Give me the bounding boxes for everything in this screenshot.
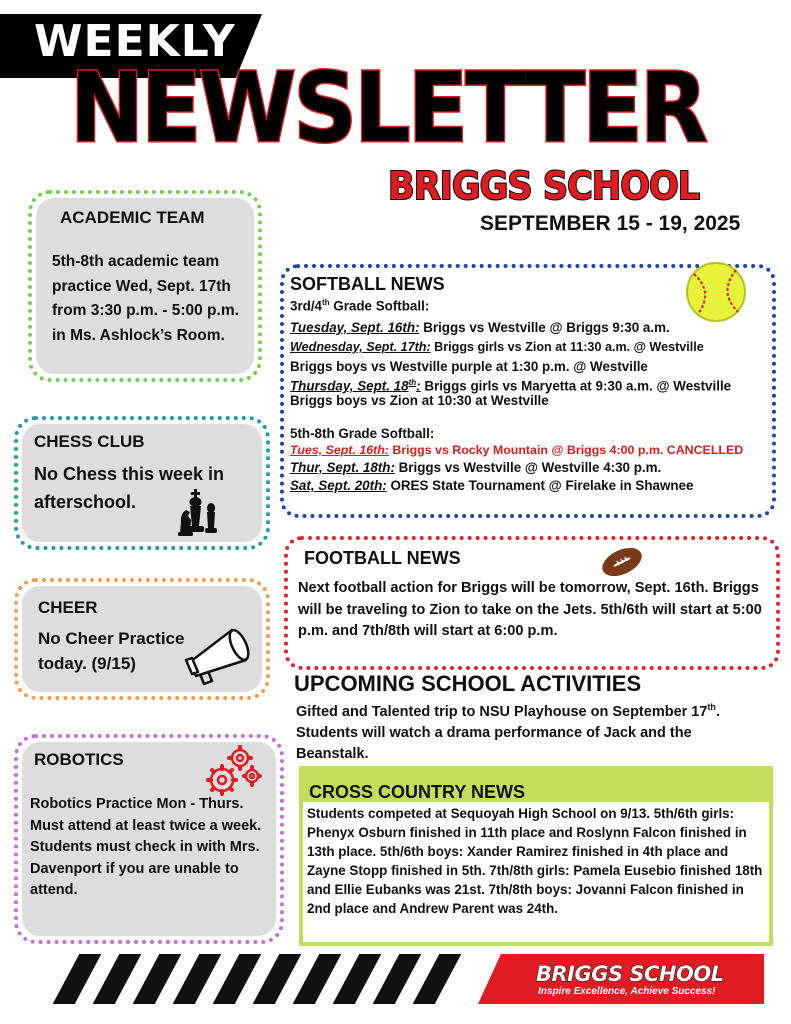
softball-game-row: Thursday, Sept. 18th: Briggs girls vs Maryetta at 9:30 a.m. @ Westville (290, 378, 732, 394)
football-body: Next football action for Briggs will be tomorrow, Sept. 16th. Briggs will be traveling to Zion to take on the Jets. 5th/6th will start at 5:00 p.m. and 7th/8th will start at 6:00 p.m. (298, 580, 762, 639)
footer-school-logo: BRIGGS SCHOOL (536, 962, 724, 986)
softball-group1-heading: 3rd/4th Grade Softball: (290, 298, 430, 314)
footer-tagline: Inspire Excellence, Achieve Success! (538, 986, 716, 997)
chess-club-card (14, 416, 270, 550)
softball-game-row: Tues, Sept. 16th: Briggs vs Rocky Mountain @ Briggs 4:00 p.m. CANCELLED (290, 443, 744, 457)
academic-team-title: ACADEMIC TEAM (60, 208, 205, 227)
cross-country-body: Students competed at Sequoyah High School on 9/13. 5th/6th girls: Phenyx Osburn finished in 11th place and Roslynn Falcon finished in 13th place. 5th/6th boys: Xander Ramirez finished in 4th place and Zayne Stopp finished in 5th. 7th/8th girls: Pamela Eusebio finished 18th and Ellie Eubanks was 21st. 7th/8th boys: Jovanni Falcon finished in 2nd place and Andrew Parent was 24th. (307, 806, 763, 916)
softball-game-row: Briggs boys vs Zion at 10:30 at Westville (290, 393, 549, 408)
chess-club-title: CHESS CLUB (34, 432, 145, 451)
softball-title: SOFTBALL NEWS (290, 274, 445, 294)
upcoming-activities-body: Gifted and Talented trip to NSU Playhouse on September 17th. Students will watch a drama performance of Jack and the Beanstalk. (296, 702, 720, 762)
cross-country-title: CROSS COUNTRY NEWS (309, 782, 526, 802)
softball-game-row: Thur, Sept. 18th: Briggs vs Westville @ Westville 4:30 p.m. (290, 460, 662, 475)
cheer-title: CHEER (38, 598, 98, 617)
cross-country-card (299, 766, 773, 946)
football-icon (598, 544, 646, 580)
softball-news-card (280, 264, 776, 518)
softball-game-row: Briggs boys vs Westville purple at 1:30 p.m. @ Westville (290, 359, 648, 374)
football-title: FOOTBALL NEWS (304, 548, 461, 568)
weekly-label: WEEKLY (34, 16, 236, 67)
academic-team-body: 5th-8th academic team practice Wed, Sept. 17th from 3:30 p.m. - 5:00 p.m. in Ms. Ashlock’s Room. (52, 253, 239, 344)
softball-icon (684, 260, 748, 324)
softball-group2-heading: 5th-8th Grade Softball: (290, 426, 435, 441)
gears-icon (202, 744, 264, 800)
cheer-card (14, 578, 270, 700)
academic-team-card (28, 190, 262, 382)
softball-game-row: Sat, Sept. 20th: ORES State Tournament @ Firelake in Shawnee (290, 478, 694, 493)
robotics-title: ROBOTICS (34, 750, 124, 769)
robotics-body: Robotics Practice Mon - Thurs. Must attend at least twice a week. Students must check in with Mrs. Davenport if you are unable to attend. (30, 796, 262, 898)
megaphone-icon (182, 620, 256, 686)
football-news-card (284, 536, 780, 670)
softball-game-row: Tuesday, Sept. 16th: Briggs vs Westville @ Briggs 9:30 a.m. (290, 320, 670, 335)
softball-game-row: Wednesday, Sept. 17th: Briggs girls vs Zion at 11:30 a.m. @ Westville (290, 340, 704, 354)
chess-pieces-icon (178, 486, 228, 538)
date-range: SEPTEMBER 15 - 19, 2025 (480, 212, 741, 235)
school-name: BRIGGS SCHOOL (388, 164, 700, 208)
chess-club-body: No Chess this week in afterschool. (34, 464, 225, 512)
cheer-body: No Cheer Practice today. (9/15) (38, 629, 185, 673)
upcoming-activities-title: UPCOMING SCHOOL ACTIVITIES (294, 671, 642, 696)
robotics-card (14, 734, 284, 944)
newsletter-title: NEWSLETTER (70, 52, 706, 164)
